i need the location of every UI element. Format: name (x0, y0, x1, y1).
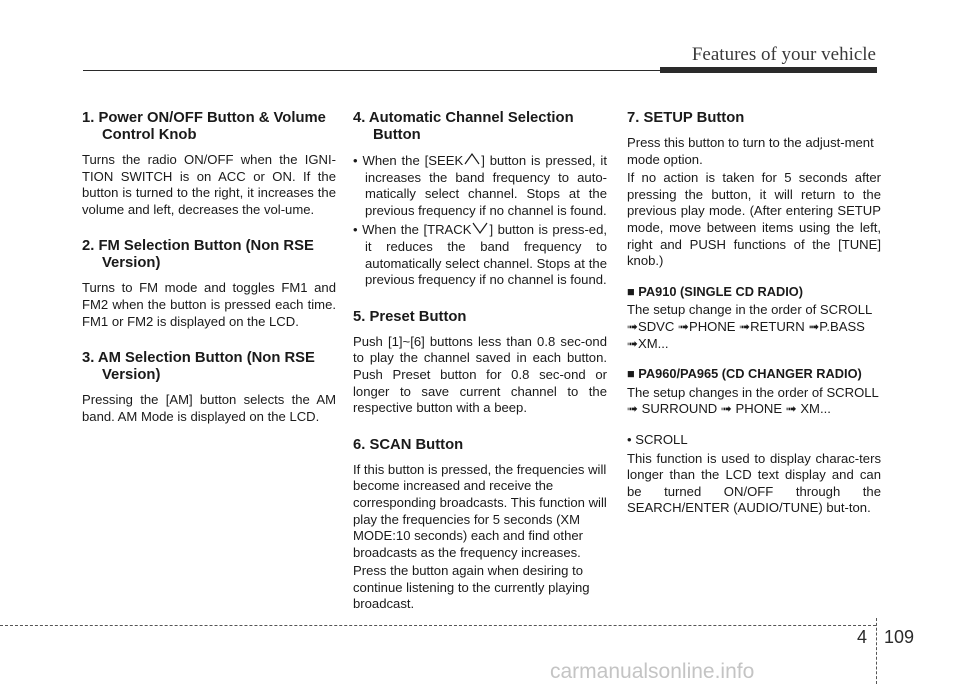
track-down-icon (471, 221, 489, 235)
bullet-track (353, 221, 607, 288)
subheading-pa960: ■ PA960/PA965 (CD CHANGER RADIO) (627, 366, 862, 382)
paragraph-pa960-order: The setup changes in the order of SCROLL ➟ SURROUND ➟ PHONE ➟ XM... (627, 384, 879, 417)
paragraph-am-button: Pressing the [AM] button selects the AM band. AM Mode is displayed on the LCD. (82, 392, 336, 424)
bullet-seek-post: ] button is pressed, it increases the band frequency to auto-matically select channel. Stops at the previous frequency if no channel is found. (365, 153, 607, 218)
subheading-pa910: ■ PA910 (SINGLE CD RADIO) (627, 283, 804, 299)
chapter-number: 4 (857, 627, 868, 647)
bullet-track-post: ] button is press-ed, it reduces the band frequency to automatically select channel. Stops at the previous frequency if no channel is found. (365, 222, 608, 288)
heading-power-button: 1. Power ON/OFF Button & Volume Control Knob (82, 110, 326, 143)
paragraph-scroll: This function is used to display charac-ters longer than the LCD text display and can be turned ON/OFF through the SEARCH/ENTER (AUDIO/TUNE) but-ton. (627, 450, 881, 516)
heading-preset-button: 5. Preset Button (353, 308, 467, 325)
heading-scan-button: 6. SCAN Button (353, 436, 464, 453)
paragraph-scan-button: If this button is pressed, the frequencies will become increased and receive the corresponding broadcasts. This function will play the frequencies for 5 seconds (XM MODE:10 seconds) each and find other broadcasts as the frequency increases. (353, 461, 607, 560)
column-right (627, 110, 881, 519)
page-number: 109 (884, 627, 915, 647)
footer-dashed-rule (0, 625, 876, 626)
watermark: carmanualsonline.info (550, 660, 755, 683)
bullet-seek-pre: • When the [SEEK (353, 153, 464, 168)
paragraph-setup-2: If no action is taken for 5 seconds after pressing the button, it will return to the previous play mode. (After entering SETUP mode, move between items using the left, right and PUSH functions of the [TUNE] knob.) (627, 170, 881, 269)
bullet-track-pre: • When the [TRACK (353, 222, 472, 238)
heading-fm-button: 2. FM Selection Button (Non RSE Version) (82, 238, 314, 272)
paragraph-pa910-order: The setup change in the order of SCROLL ➟SDVC ➟PHONE ➟RETURN ➟P.BASS ➟XM... (627, 302, 872, 351)
column-middle (353, 110, 607, 615)
seek-up-icon (463, 152, 481, 166)
column-left (82, 110, 336, 427)
heading-am-button: 3. AM Selection Button (Non RSE Version) (82, 350, 315, 384)
bullet-scroll: • SCROLL (627, 431, 688, 447)
bullet-seek (353, 152, 607, 219)
paragraph-fm-button: Turns to FM mode and toggles FM1 and FM2 when the button is pressed each time. FM1 or FM2 is displayed on the LCD. (82, 280, 336, 329)
heading-setup-button: 7. SETUP Button (627, 110, 745, 126)
paragraph-preset-button: Push [1]~[6] buttons less than 0.8 sec-ond to play the channel saved in each button. Push Preset button for 0.8 sec-ond or longer to save current channel to the respective button with a beep. (353, 333, 607, 416)
paragraph-setup-1: Press this button to turn to the adjust-ment mode option. (627, 135, 874, 167)
paragraph-scan-button-2: Press the button again when desiring to continue listening to the currently playing broadcast. (353, 563, 590, 612)
header-rule-thick (660, 67, 877, 73)
paragraph-power-button: Turns the radio ON/OFF when the IGNI-TION SWITCH is on ACC or ON. If the button is turned to the right, it increases the volume and left, decreases the vol-ume. (82, 152, 336, 217)
heading-auto-channel: 4. Automatic Channel Selection Button (353, 110, 574, 143)
header-title: Features of your vehicle (691, 44, 876, 65)
footer-vertical-rule (876, 618, 877, 684)
